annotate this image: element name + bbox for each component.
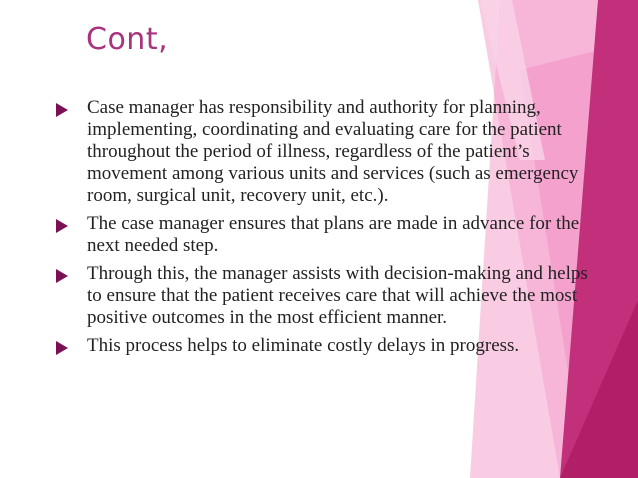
- triangle-right-icon: [56, 269, 68, 283]
- bullet-item: [53, 213, 601, 257]
- triangle-right-icon: [56, 341, 68, 355]
- bullet-text: Through this, the manager assists with decision-making and helps to ensure that the patient receives care that will achieve the most positive outcomes in the most efficient manner.: [87, 263, 588, 328]
- bullet-text: The case manager ensures that plans are made in advance for the next needed step.: [87, 213, 580, 256]
- bullet-item: [53, 97, 601, 207]
- slide-title: Cont,: [86, 22, 169, 57]
- bullet-text: This process helps to eliminate costly delays in progress.: [87, 335, 520, 356]
- bullet-item: [53, 335, 601, 357]
- bullet-item: [53, 263, 601, 329]
- triangle-right-icon: [56, 103, 68, 117]
- bullet-list: [53, 97, 601, 363]
- triangle-right-icon: [56, 219, 68, 233]
- bullet-text: Case manager has responsibility and authority for planning, implementing, coordinating and evaluating care for the patient throughout the period of illness, regardless of the patient’s movement among various units and services (such as emergency room, surgical unit, recovery unit, etc.).: [87, 97, 579, 206]
